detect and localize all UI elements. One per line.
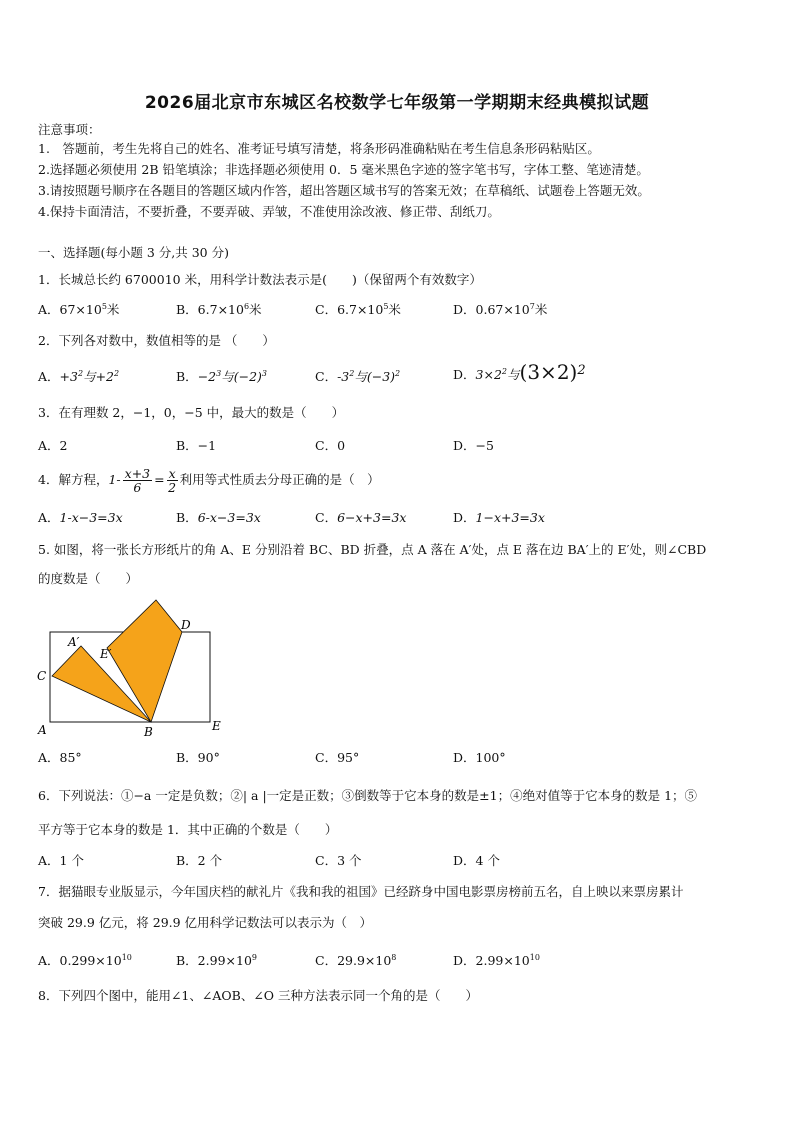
fraction: $\frac{x}{2}$ (168, 466, 177, 495)
q4-option-a[interactable]: A．1-x−3=3x (38, 510, 123, 525)
question-6-stem: 6．下列说法：①−a 一定是负数；②| a |一定是正数；③倒数等于它本身的数是±1；④绝对值等于它本身的数是 1；⑤ (38, 788, 698, 803)
label-a-prime: A′ (68, 635, 80, 649)
q6-option-a[interactable]: A．1 个 (38, 853, 84, 868)
q4-option-d[interactable]: D．1−x+3=3x (453, 510, 545, 525)
notice-heading: 注意事项： (38, 122, 101, 137)
question-2-stem: 2．下列各对数中，数值相等的是 （ ） (38, 333, 275, 348)
q1-option-d[interactable]: D．$0.67\times 10^7$米 (453, 301, 548, 317)
question-8-stem: 8．下列四个图中，能用∠1、∠AOB、∠O 三种方法表示同一个角的是（ ） (38, 988, 479, 1003)
q1-option-c[interactable]: C．$6.7\times 10^5$米 (315, 301, 401, 317)
question-1-stem: 1．长城总长约 6700010 米，用科学计数法表示是( )（保留两个有效数字） (38, 272, 482, 287)
section-heading: 一、选择题(每小题 3 分,共 30 分) (38, 245, 229, 260)
fraction: $\frac{x+3}{6}$ (124, 466, 151, 495)
label-c: C (37, 669, 47, 683)
notice-item: 1. 答题前，考生先将自己的姓名、准考证号填写清楚，将条形码准确粘贴在考生信息条形码粘贴区。 (38, 141, 600, 156)
q2-option-a[interactable]: A．$+3^2$与$+2^2$ (38, 368, 120, 384)
q3-option-a[interactable]: A．2 (38, 438, 68, 453)
q1-option-b[interactable]: B．$6.7\times 10^6$米 (176, 301, 262, 317)
q5-option-d[interactable]: D．100° (453, 750, 506, 765)
q3-option-c[interactable]: C．0 (315, 438, 346, 453)
q2-option-b[interactable]: B．$-2^3$与$(-2)^3$ (176, 368, 267, 384)
label-e: E (212, 719, 221, 733)
q7-option-a[interactable]: A．$0.299\times 10^{10}$ (38, 952, 132, 968)
q6-option-c[interactable]: C．3 个 (315, 853, 362, 868)
q3-option-b[interactable]: B．−1 (176, 438, 217, 453)
question-7-stem-cont: 突破 29.9 亿元，将 29.9 亿用科学记数法可以表示为（ ） (38, 915, 373, 930)
question-4-stem: 4．解方程，1- $\frac{x+3}{6}$ = $\frac{x}{2}$ 利用等式性质去分母正确的是（ ） (38, 466, 380, 495)
q7-option-b[interactable]: B．$2.99\times 10^9$ (176, 952, 257, 968)
q2-option-d[interactable]: D．$3\times 2^2$与$(3\times 2)^2$ (453, 360, 586, 384)
q7-option-d[interactable]: D．$2.99\times 10^{10}$ (453, 952, 540, 968)
label-d: D (181, 618, 191, 632)
q5-option-c[interactable]: C．95° (315, 750, 360, 765)
q5-option-b[interactable]: B．90° (176, 750, 220, 765)
page-title: 2026届北京市东城区名校数学七年级第一学期期末经典模拟试题 (144, 93, 650, 113)
q3-option-d[interactable]: D．−5 (453, 438, 494, 453)
question-5-stem-cont: 的度数是（ ） (38, 571, 139, 586)
q4-option-c[interactable]: C．6−x+3=3x (315, 510, 407, 525)
label-e-prime: E′ (100, 647, 112, 661)
notice-item: 3.请按照题号顺序在各题目的答题区域内作答，超出答题区域书写的答案无效；在草稿纸、试题卷上答题无效。 (38, 183, 650, 198)
q7-option-c[interactable]: C．$29.9\times 10^8$ (315, 952, 397, 968)
label-b: B (144, 725, 153, 739)
label-a: A (38, 723, 47, 737)
question-6-stem-cont: 平方等于它本身的数是 1．其中正确的个数是（ ） (38, 822, 338, 837)
folded-rectangle-figure (30, 596, 230, 742)
question-5-stem: 5. 如图，将一张长方形纸片的角 A、E 分别沿着 BC、BD 折叠，点 A 落在 A′处，点 E 落在边 BA′上的 E′处，则∠CBD (38, 542, 707, 557)
q6-option-b[interactable]: B．2 个 (176, 853, 223, 868)
notice-item: 2.选择题必须使用 2B 铅笔填涂；非选择题必须使用 0．5 毫米黑色字迹的签字笔书写，字体工整、笔迹清楚。 (38, 162, 649, 177)
q2-option-c[interactable]: C．$-3^2$与$(-3)^2$ (315, 368, 401, 384)
q4-option-b[interactable]: B．6-x−3=3x (176, 510, 261, 525)
question-3-stem: 3．在有理数 2，−1，0，−5 中，最大的数是（ ） (38, 405, 345, 420)
q1-option-a[interactable]: A．$67\times 10^5$米 (38, 301, 120, 317)
q6-option-d[interactable]: D．4 个 (453, 853, 500, 868)
q5-option-a[interactable]: A．85° (38, 750, 82, 765)
question-7-stem: 7．据猫眼专业版显示，今年国庆档的献礼片《我和我的祖国》已经跻身中国电影票房榜前五名，自上映以来票房累计 (38, 884, 684, 899)
notice-item: 4.保持卡面清洁，不要折叠，不要弄破、弄皱，不准使用涂改液、修正带、刮纸刀。 (38, 204, 500, 219)
